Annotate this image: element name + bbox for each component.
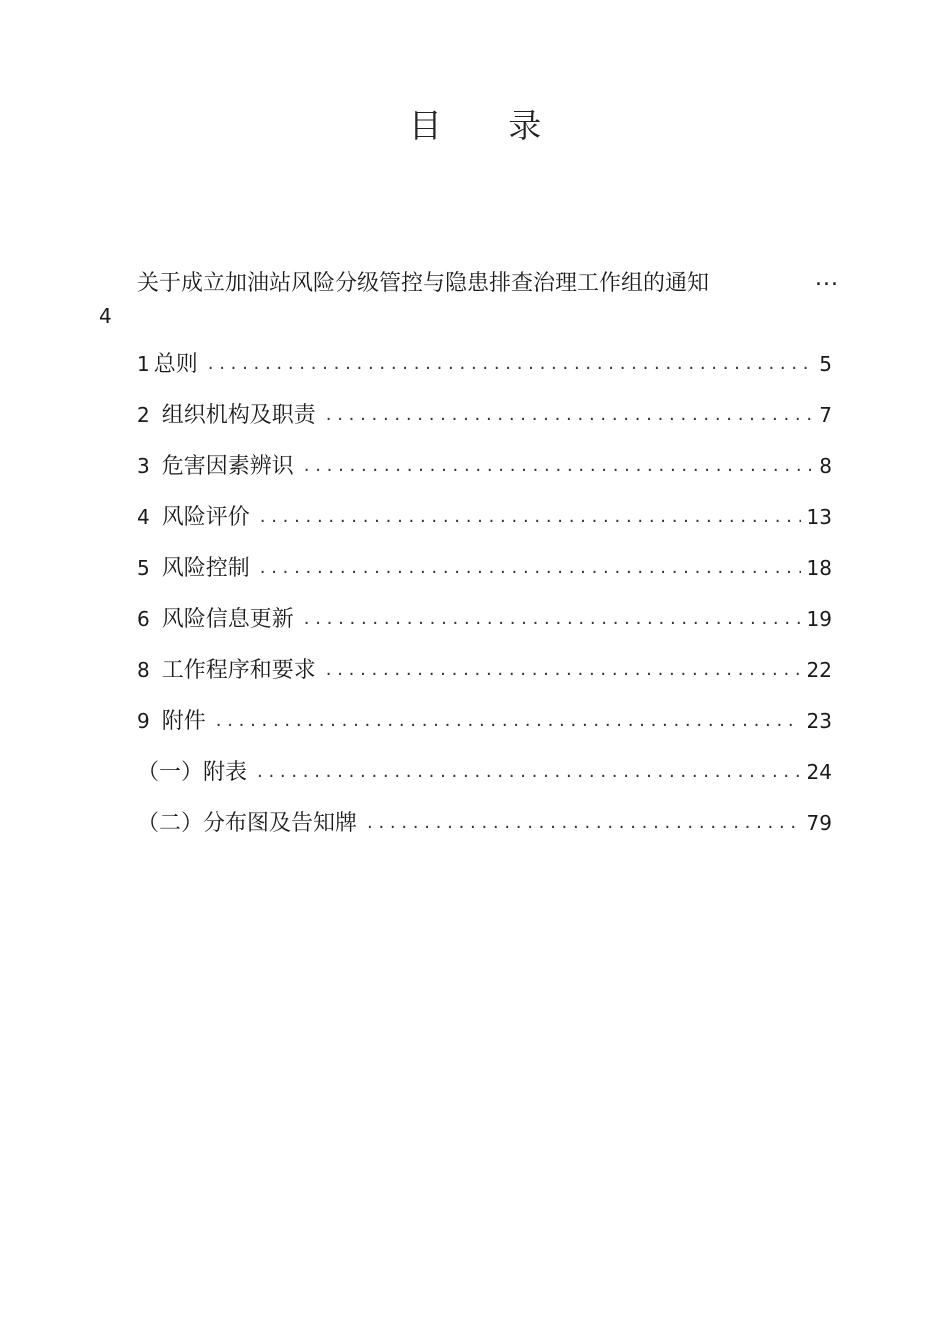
toc-entry-page-number: 18 bbox=[806, 556, 832, 580]
toc-sub-entry[interactable] bbox=[137, 806, 832, 836]
toc-entry-label: 工作程序和要求 bbox=[161, 658, 316, 683]
toc-entry-label: （二）分布图及告知牌 bbox=[137, 811, 358, 836]
toc-entry-page-number: 19 bbox=[806, 607, 832, 631]
toc-entry-number: 9 bbox=[137, 709, 150, 733]
toc-entry-page-number: 22 bbox=[806, 658, 832, 682]
toc-entry-label: 总则 bbox=[153, 352, 198, 377]
toc-entry-page-number: 5 bbox=[819, 352, 832, 376]
toc-entry-page-number: 8 bbox=[819, 454, 832, 478]
toc-entry[interactable] bbox=[137, 602, 832, 632]
toc-leader bbox=[367, 812, 801, 833]
toc-entry-page-number: 7 bbox=[819, 403, 832, 427]
toc-leader bbox=[208, 353, 814, 374]
toc-leader bbox=[260, 506, 801, 527]
toc-entry[interactable] bbox=[137, 449, 832, 479]
toc-entry-page-number: 24 bbox=[806, 760, 832, 784]
toc-entry[interactable] bbox=[137, 551, 832, 581]
toc-entry-label: 风险评价 bbox=[161, 505, 250, 530]
toc-leader bbox=[257, 761, 801, 782]
toc-sub-entry[interactable] bbox=[137, 755, 832, 785]
toc-entry-notice[interactable] bbox=[137, 266, 847, 306]
toc-entry-label: 危害因素辨识 bbox=[161, 454, 294, 479]
toc-entry-number: 6 bbox=[137, 607, 150, 631]
toc-leader bbox=[304, 455, 814, 476]
toc-entry-label: 附件 bbox=[161, 709, 206, 734]
toc-entry-label: 风险信息更新 bbox=[161, 607, 294, 632]
toc-entry-number: 4 bbox=[137, 505, 150, 529]
toc-entry[interactable] bbox=[137, 653, 832, 683]
toc-entry[interactable] bbox=[137, 347, 832, 377]
toc-leader bbox=[326, 404, 814, 425]
toc-entry-number: 5 bbox=[137, 556, 150, 580]
toc-entry-page-number: 4 bbox=[99, 304, 112, 328]
toc-entry-page-number: 23 bbox=[806, 709, 832, 733]
toc-entry[interactable] bbox=[137, 398, 832, 428]
toc-entry[interactable] bbox=[137, 704, 832, 734]
toc-leader bbox=[304, 608, 801, 629]
toc-entry-label: （一）附表 bbox=[137, 760, 248, 785]
toc-leader: ... bbox=[815, 266, 839, 291]
toc-leader bbox=[260, 557, 801, 578]
toc-entry-label: 关于成立加油站风险分级管控与隐患排查治理工作组的通知 bbox=[137, 271, 710, 296]
toc-entry-page-number: 79 bbox=[806, 811, 832, 835]
toc-entry-number: 2 bbox=[137, 403, 150, 427]
toc-entry-number: 1 bbox=[137, 352, 150, 376]
toc-leader bbox=[216, 710, 801, 731]
toc-entry[interactable] bbox=[137, 500, 832, 530]
toc-entry-number: 3 bbox=[137, 454, 150, 478]
toc-entry-page-number: 13 bbox=[806, 505, 832, 529]
toc-entry-label: 风险控制 bbox=[161, 556, 250, 581]
toc-leader bbox=[326, 659, 801, 680]
toc-entry-label: 组织机构及职责 bbox=[161, 403, 316, 428]
page-title: 目 录 bbox=[408, 106, 570, 145]
toc-entry-number: 8 bbox=[137, 658, 150, 682]
